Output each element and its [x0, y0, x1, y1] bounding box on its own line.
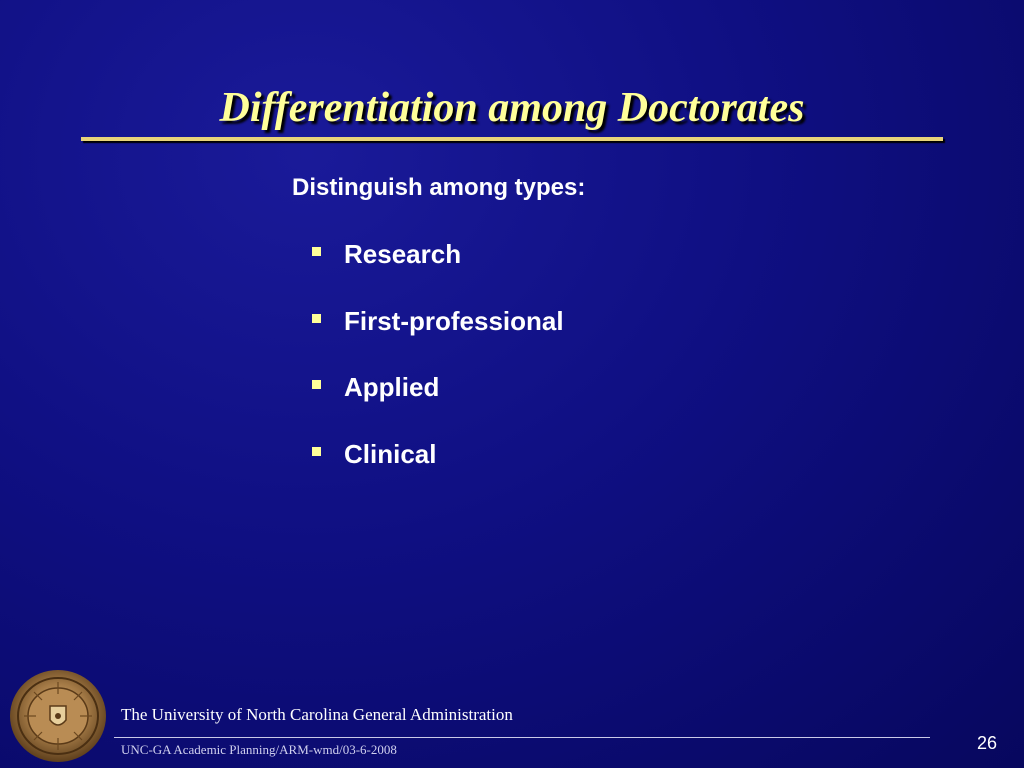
list-item — [312, 305, 564, 338]
square-bullet-icon — [312, 380, 321, 389]
list-item — [312, 438, 564, 471]
bullet-label: Research — [344, 239, 462, 269]
bullet-label: First-professional — [344, 305, 564, 336]
square-bullet-icon — [312, 447, 321, 456]
footer-credit: UNC-GA Academic Planning/ARM-wmd/03-6-2008 — [121, 742, 397, 757]
bullet-label: Applied — [344, 372, 440, 402]
square-bullet-icon — [312, 314, 321, 323]
footer-organization: The University of North Carolina General Administration — [121, 705, 513, 724]
bullet-label: Clinical — [344, 438, 437, 469]
list-item — [312, 371, 564, 404]
bullet-list — [312, 238, 564, 504]
footer-divider — [114, 737, 930, 738]
title-underline — [81, 137, 943, 141]
university-seal-icon — [8, 668, 108, 764]
list-item — [312, 238, 564, 271]
page-number: 26 — [976, 733, 997, 753]
intro-text: Distinguish among types: — [292, 174, 586, 201]
slide-title: Differentiation among Doctorates — [219, 85, 805, 131]
square-bullet-icon — [312, 247, 321, 256]
